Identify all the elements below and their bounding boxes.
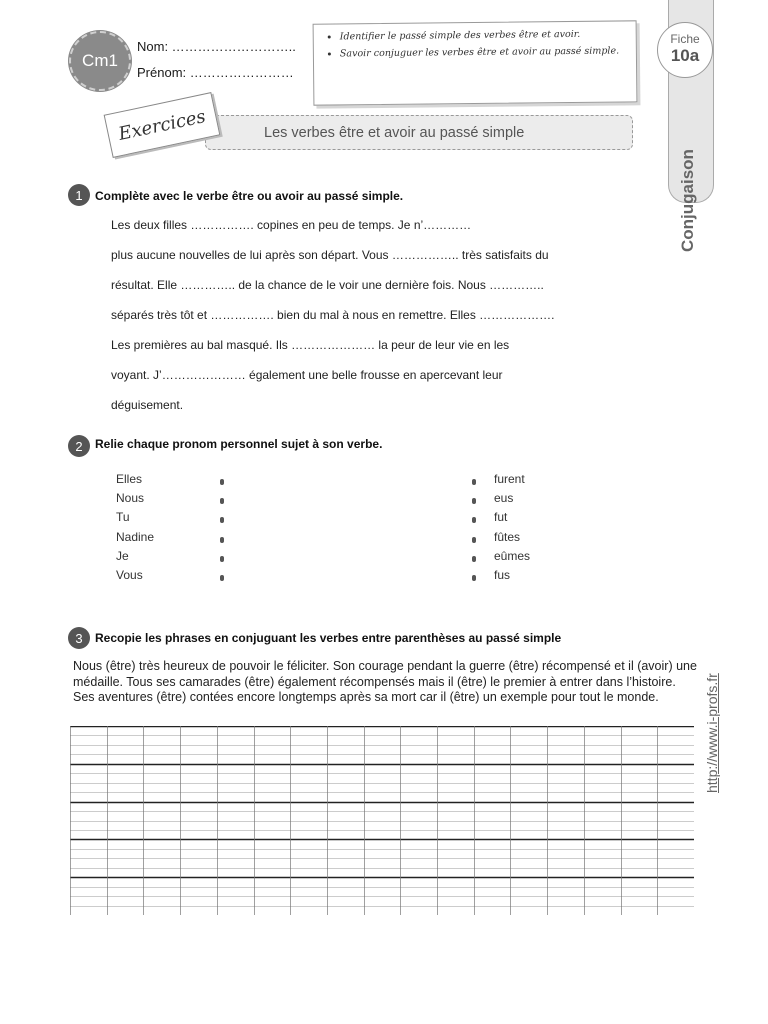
exercise-1-instruction: Complète avec le verbe être ou avoir au passé simple.	[95, 189, 404, 203]
pronoun-item: Tu	[116, 510, 130, 525]
pronoun-item: Elles	[116, 472, 143, 486]
pronoun-item: Nous	[116, 491, 145, 506]
verb-dot[interactable]	[472, 479, 476, 485]
exercise-1-line: plus aucune nouvelles de lui après son départ. Vous …………….. très satisfaits du	[111, 248, 549, 262]
pronoun-dot[interactable]	[220, 479, 224, 485]
fiche-badge	[657, 22, 713, 78]
objective-item: • Savoir conjuguer les verbes être et avoir au passé simple.	[340, 44, 636, 61]
level-badge: Cm1	[69, 31, 131, 91]
verb-item: furent	[494, 472, 525, 486]
exercise-tag: Exercices	[104, 92, 221, 158]
pronoun-dot[interactable]	[220, 537, 224, 543]
verb-dot[interactable]	[472, 517, 476, 523]
exercise-1-line: Les deux filles ……………. copines en peu de temps. Je n’…………	[111, 218, 472, 232]
pronoun-dot[interactable]	[220, 556, 224, 562]
exercise-3-paragraph: Nous (être) très heureux de pouvoir le féliciter. Son courage pendant la guerre (être) récompensé et il (avoir) une médaille. Tous ses camarades (être) également récompensés mais il (être) le premier à entrer dans l’histoire. Ses aventures (être) contées encore longtemps après sa mort car il (être) un exemple pour tout le monde.	[73, 659, 697, 704]
objectives-box	[313, 20, 638, 105]
verb-list	[494, 470, 530, 585]
pronoun-item: Vous	[116, 568, 143, 583]
exercise-1-line: voyant. J’………………… également une belle frousse en apercevant leur	[111, 368, 503, 382]
subject-tab-label: Conjugaison	[678, 149, 697, 252]
exercise-number-2: 2	[68, 435, 90, 457]
exercise-1-line: résultat. Elle ………….. de la chance de le voir une dernière fois. Nous …………..	[111, 278, 544, 292]
exercise-3-instruction: Recopie les phrases en conjuguant les verbes entre parenthèses au passé simple	[95, 631, 562, 645]
verb-dot[interactable]	[472, 575, 476, 581]
verb-item: eus	[494, 491, 514, 506]
verb-item: fus	[494, 568, 511, 583]
firstname-field[interactable]: Prénom: ……………………	[137, 65, 294, 80]
verb-dot[interactable]	[472, 556, 476, 562]
fiche-label: Fiche	[670, 32, 700, 46]
verb-item: eûmes	[494, 548, 531, 563]
verb-item: fut	[494, 510, 508, 525]
pronoun-item: Nadine	[116, 529, 155, 544]
objective-item: • Identifier le passé simple des verbes être et avoir.	[340, 27, 636, 44]
pronoun-dot[interactable]	[220, 575, 224, 581]
exercise-2-instruction: Relie chaque pronom personnel sujet à son verbe.	[95, 437, 383, 451]
writing-grid[interactable]	[70, 726, 694, 915]
pronoun-dot[interactable]	[220, 498, 224, 504]
page-title: Les verbes être et avoir au passé simple	[205, 115, 633, 150]
exercise-1-line: déguisement.	[111, 398, 184, 412]
exercise-1-line: Les premières au bal masqué. Ils ………………… la peur de leur vie en les	[111, 338, 510, 352]
pronoun-item: Je	[116, 548, 129, 563]
exercise-number-3: 3	[68, 627, 90, 649]
pronoun-dot[interactable]	[220, 517, 224, 523]
verb-dot[interactable]	[472, 537, 476, 543]
verb-dot[interactable]	[472, 498, 476, 504]
name-field[interactable]: Nom: ………………………..	[137, 39, 296, 54]
site-url[interactable]: http://www.i-profs.fr	[704, 673, 720, 793]
fiche-number: 10a	[670, 46, 700, 65]
verb-item: fûtes	[494, 529, 521, 544]
pronoun-list	[116, 470, 154, 585]
exercise-1-line: séparés très tôt et ……………. bien du mal à nous en remettre. Elles ……………….	[111, 308, 555, 322]
exercise-number-1: 1	[68, 184, 90, 206]
